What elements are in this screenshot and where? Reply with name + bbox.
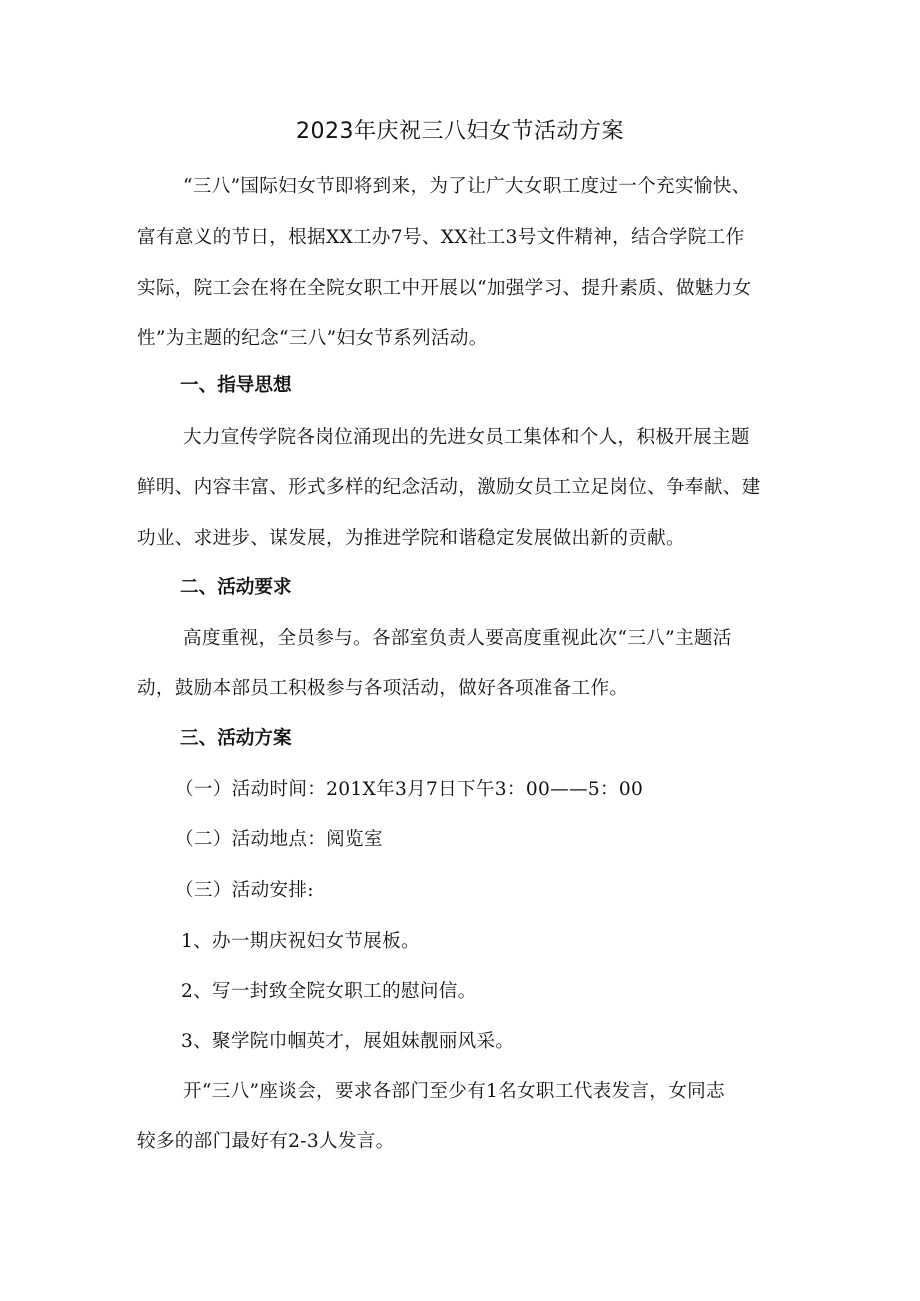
intro-line-2: 富有意义的节日，根据XX工办7号、XX社工3号文件精神，结合学院工作 — [137, 227, 745, 248]
section2-line-2: 动，鼓励本部员工积极参与各项活动，做好各项准备工作。 — [137, 678, 629, 699]
section3-item-location: （二）活动地点：阅览室 — [175, 829, 383, 850]
intro-line-3: 实际，院工会在将在全院女职工中开展以“加强学习、提升素质、做魅力女 — [137, 278, 752, 299]
section2-heading: 二、活动要求 — [180, 577, 292, 598]
section3-closing-line-2: 较多的部门最好有2-3人发言。 — [137, 1131, 395, 1152]
section2-line-1: 高度重视，全员参与。各部室负责人要高度重视此次“三八”主题活 — [183, 628, 732, 649]
section3-closing-line-1: 开“三八”座谈会，要求各部门至少有1名女职工代表发言，女同志 — [183, 1081, 725, 1102]
section1-line-3: 功业、求进步、谋发展，为推进学院和谐稳定发展做出新的贡献。 — [137, 528, 685, 549]
section3-item-time: （一）活动时间：201X年3月7日下午3：00——5：00 — [175, 779, 644, 800]
section3-heading: 三、活动方案 — [180, 728, 292, 749]
section1-heading: 一、指导思想 — [180, 375, 292, 396]
section3-item-arrangement: （三）活动安排: — [175, 880, 314, 901]
section3-list-item-2: 2、写一封致全院女职工的慰问信。 — [181, 981, 477, 1002]
intro-line-4: 性”为主题的纪念“三八”妇女节系列活动。 — [137, 328, 488, 349]
section1-line-1: 大力宣传学院各岗位涌现出的先进女员工集体和个人，积极开展主题 — [183, 427, 750, 448]
section3-list-item-1: 1、办一期庆祝妇女节展板。 — [181, 931, 420, 952]
intro-line-1: “三八”国际妇女节即将到来，为了让广大女职工度过一个充实愉快、 — [183, 176, 751, 197]
section3-list-item-3: 3、聚学院巾帼英才，展姐妹靓丽风采。 — [181, 1031, 515, 1052]
section1-line-2: 鲜明、内容丰富、形式多样的纪念活动，激励女员工立足岗位、争奉献、建 — [137, 477, 761, 498]
document-title: 2023年庆祝三八妇女节活动方案 — [296, 119, 624, 144]
